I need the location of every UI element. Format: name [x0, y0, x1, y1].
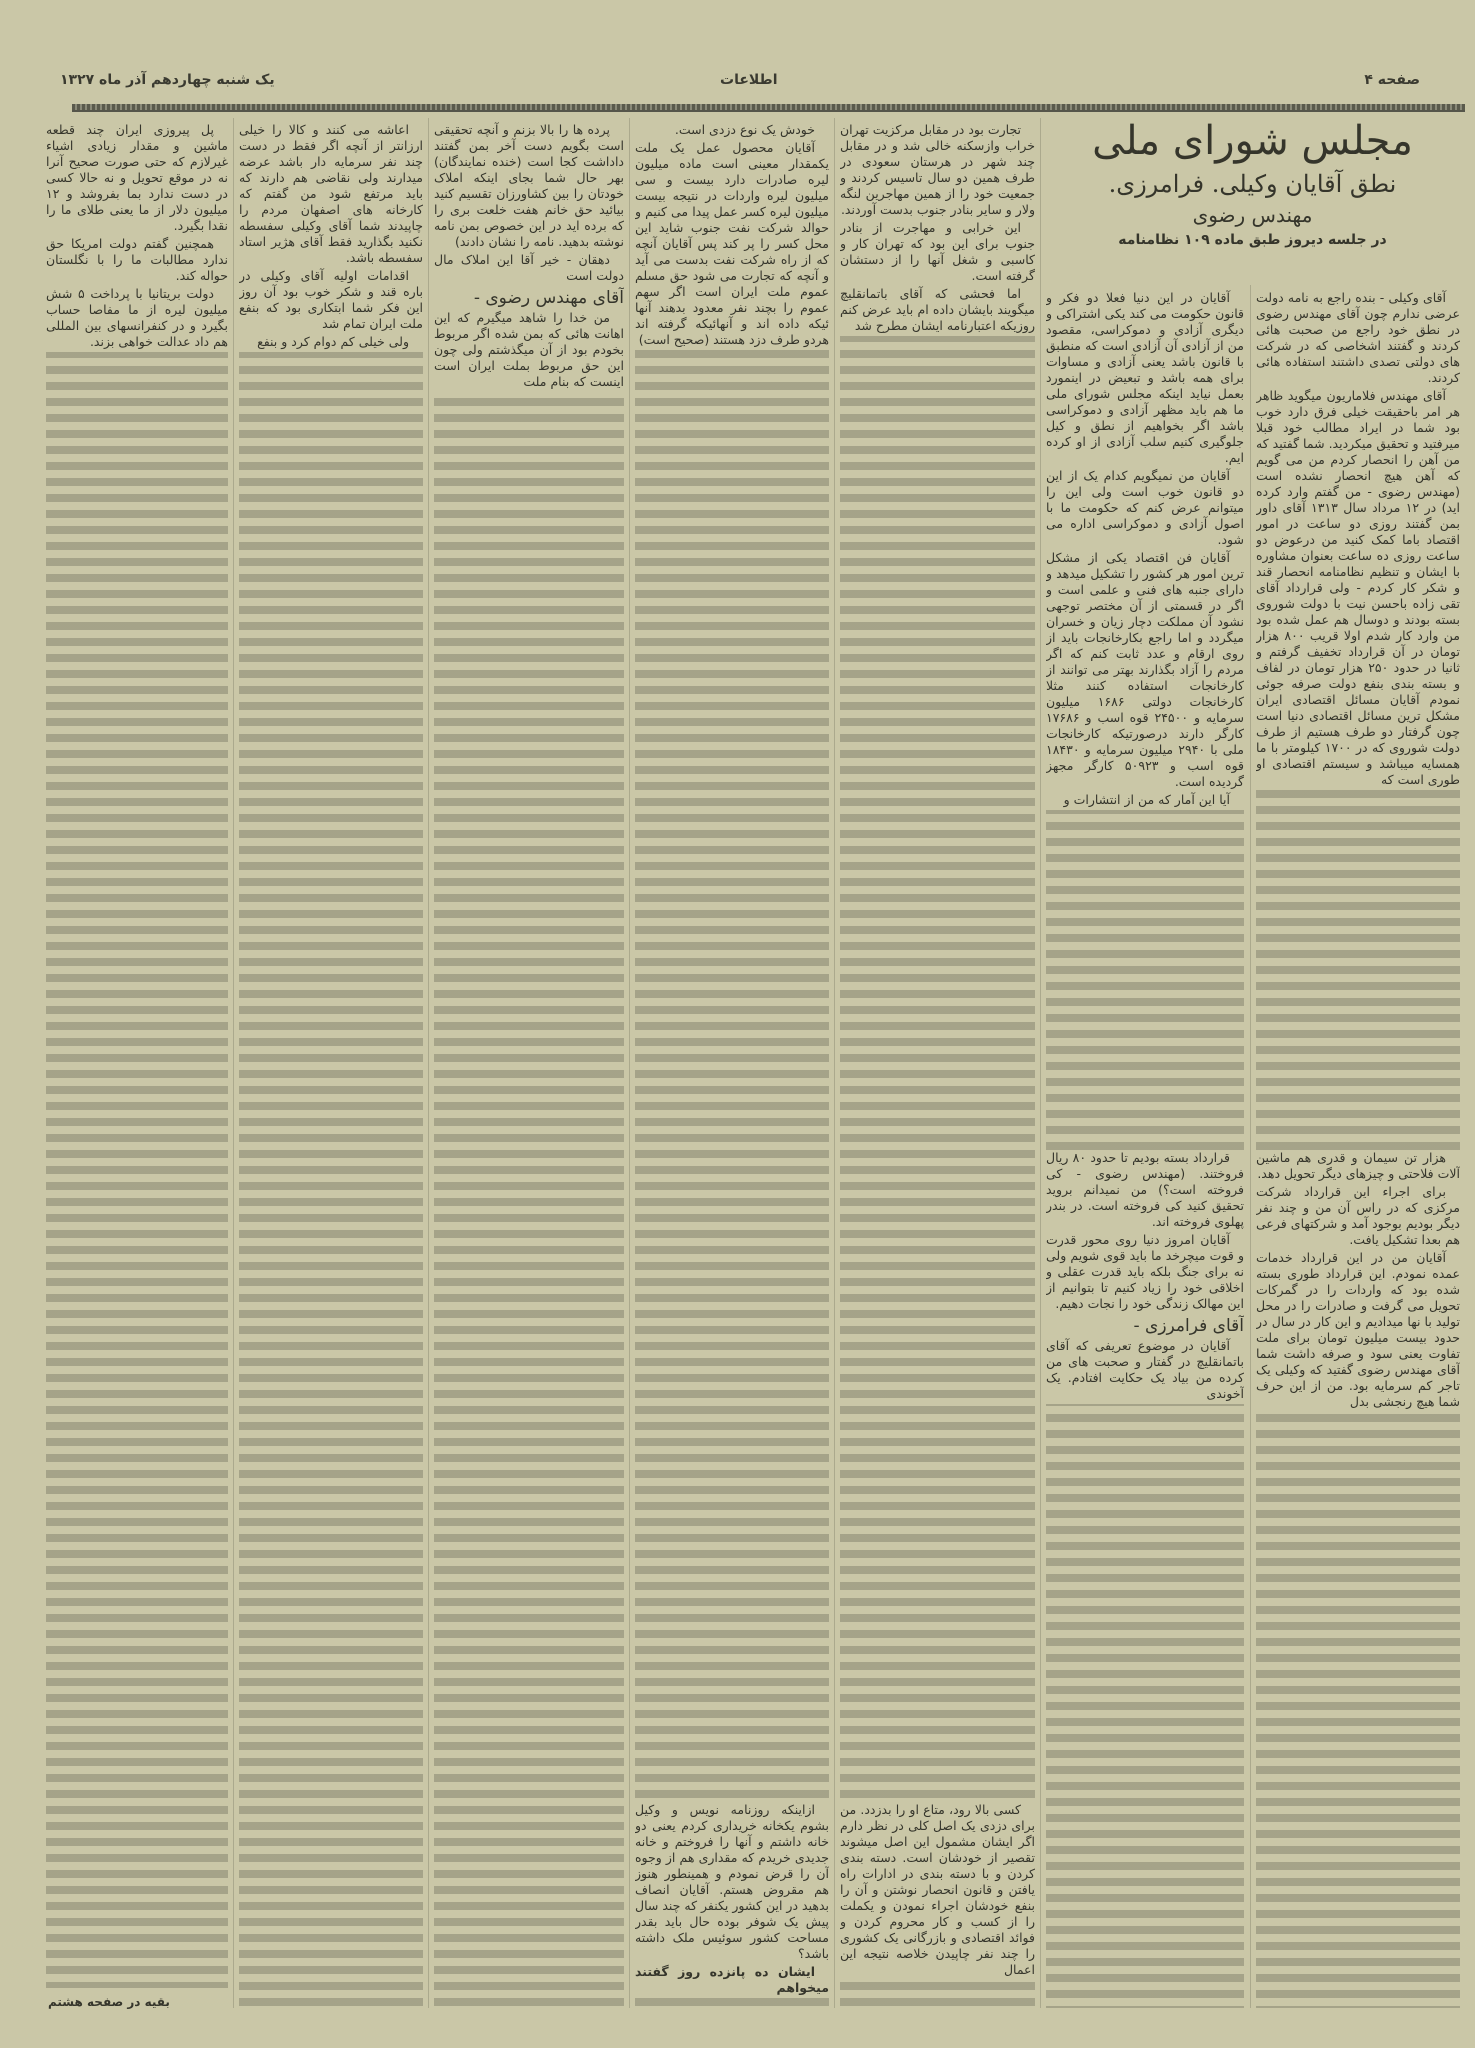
- column-text: [1256, 290, 1460, 790]
- paragraph: پرده ها را بالا بزنم و آنچه تحقیقی است بگویم دست آخر بمن گفتند داداشت کجا است (خنده نمایندگان) بهر حال شما بجای اینکه املاک خودتان را بین کشاورزان تقسیم کنید بیائید حق خانم هفت خلعت بری را که برده اید در این خصوص بمن نامه نوشته بدهید. نامه را نشان دادند): [434, 122, 624, 249]
- column-text: [840, 1802, 1035, 1980]
- header-rule: [72, 104, 1465, 112]
- page-number: صفحه ۴: [1364, 72, 1420, 88]
- article-column-3: [840, 122, 1035, 2008]
- headline-subtitle: در جلسه دیروز طبق ماده ۱۰۹ نظامنامه: [1118, 232, 1387, 248]
- column-text: [239, 122, 423, 352]
- column-divider: [233, 118, 234, 2008]
- paragraph: آقایان در موضوع تعریفی که آقای باتمانقلیچ در گفتار و صحبت های من کرده من بیاد یک حکایت افتادم. یک آخوندی: [1046, 1338, 1244, 1401]
- column-text: [1046, 1150, 1244, 1404]
- paragraph: من خدا را شاهد میگیرم که این اهانت هائی که بمن شده اگر مربوط بخودم بود از آن میگذشتم ولی چون این حق مربوط بملت ایران است اینست که بنام ملت: [434, 310, 624, 389]
- paragraph: این خرابی و مهاجرت از بنادر جنوب برای این بود که تهران کار و کاسبی و شغل آنها را از دستشان گرفته است.: [840, 220, 1035, 283]
- article-column-1: [1256, 290, 1460, 2008]
- article-column-7: [46, 122, 228, 1988]
- paragraph: آقایان فن اقتصاد یکی از مشکل ترین امور هر کشور را تشکیل میدهد و دارای جنبه های فنی و علمی است و اگر در قسمتی از آن مختصر توجهی نشود آن مملکت دچار زیان و خسران میگردد و اما راجع بکارخانجات باید از روی ارقام و عدد ثابت کنم که اگر مردم را آزاد بگذارند بهتر می توانند از کارخانجات استفاده کنند مثلا کارخانجات دولتی ۱۶۸۶ میلیون سرمایه و ۲۴۵۰۰ قوه اسب و ۱۷۶۸۶ کارگر دارند درصورتیکه کارخانجات ملی با ۲۹۴۰ میلیون سرمایه و ۱۸۴۳۰ قوه اسب و ۵۰۹۲۳ کارگر مجهز گردیده است.: [1046, 550, 1244, 789]
- column-text: [635, 122, 829, 350]
- paragraph: ولی خیلی کم دوام کرد و بنفع: [257, 334, 409, 349]
- paragraph: ایشان ده پانزده روز گفتند میخواهم: [635, 1964, 829, 1995]
- paragraph: اقدامات اولیه آقای وکیلی در باره قند و شکر خوب بود آن روز این فکر شما ابتکاری بود که بنفع ملت ایران تمام شد: [239, 268, 423, 331]
- paragraph: اعاشه می کنند و کالا را خیلی ارزانتر از آنچه اگر فقط در دست چند نفر سرمایه دار باشد عرضه میدارند ولی نقاضی هم دارند که باید مرتفع شود من گفتم که کارخانه های اصفهان مردم را چاپیدند شما آقای وکیلی سفسطه نکنید بگذارید فقط آقای هژیر استاد سفسطه باشد.: [239, 122, 423, 265]
- issue-date: یک شنبه چهاردهم آذر ماه ۱۳۲۷: [60, 72, 275, 88]
- article-column-2: [1046, 290, 1244, 2008]
- article-column-6: [239, 122, 423, 2008]
- paragraph: همچنین گفتم دولت امریکا حق ندارد مطالبات ما را با نگلستان حواله کند.: [46, 236, 228, 283]
- paragraph: آقایان امروز دنیا روی محور قدرت و قوت میچرخد ما باید قوی شویم ولی نه برای جنگ بلکه باید قدرت عقلی و اخلاقی خود را زیاد کنیم تا بتوانیم از این مهالک زندگی خود را نجات دهیم.: [1046, 1232, 1244, 1311]
- column-divider: [428, 118, 429, 2008]
- column-divider: [1040, 118, 1041, 2008]
- paragraph: آیا این آمار که من از انتشارات و: [1063, 792, 1230, 807]
- headline-title: مجلس شورای ملی: [1092, 118, 1413, 164]
- paragraph: ازاینکه روزنامه نویس و وکیل بشوم یکخانه خریداری کردم یعنی دو خانه داشتم و آنها را فروختم و خانه جدیدی خریدم که مقداری هم از وجوه آن را قرض نمودم و همینطور هنوز هم مقروض هستم. آقایان انصاف بدهید در این کشور یکنفر که چند سال پیش یک شوفر بوده حال باید بقدر مساحت کشور سوئیس ملک داشته باشد؟: [635, 1802, 829, 1961]
- continued-on-page-note: بقیه در صفحه هشتم: [48, 1995, 170, 2009]
- column-text: [1256, 1150, 1460, 1412]
- column-divider: [1250, 285, 1251, 2008]
- article-column-5: [434, 122, 624, 2008]
- paragraph: خودش یک نوع دزدی است.: [674, 122, 815, 137]
- column-divider: [629, 118, 630, 2008]
- paragraph: آقای مهندس فلاماریون میگوید ظاهر هر امر باحقیقت خیلی فرق دارد خوب بود شما در ایراد مطالب خود قبلا میرفتید و تحقیق میکردید. شما گفتید که من آهن را انحصار کردم من می گویم که آهن هیچ انحصار نشده است (مهندس رضوی - من گفتم وارد کرده اید) در ۱۲ مرداد سال ۱۳۱۳ آقای داور بمن گفتند روزی دو ساعت در امور اقتصاد باما کمک کنید من درعوض دو ساعت روزی ده ساعت بعنوان مشاوره با ایشان و تنظیم نظامنامه انحصار قند و شکر کار کردم - ولی قرارداد آقای تقی زاده باحسن نیت با دولت شوروی بسته بودند و دوسال هم عمل شده بود من وارد کار شدم اولا قریب ۸۰۰ هزار تومان در آن قرارداد تخفیف گرفتم و ثانیا در حدود ۲۵۰ هزار تومان در لفاف و بسته بندی بنفع دولت صرفه جوئی نمودم آقایان مسائل اقتصادی ایران مشکل ترین مسائل اقتصادی دنیا است چون گرفتار دو طرف هستیم از طرف دولت شوروی که در ۱۷۰۰ کیلومتر با ما همسایه میباشد و سیستم اقتصادی او طوری است که: [1256, 388, 1460, 787]
- paragraph: اما فحشی که آقای باتمانقلیچ میگویند بایشان داده ام باید عرض کنم روزیکه اعتبارنامه ایشان مطرح شد: [840, 286, 1035, 333]
- paragraph: آقایان من نمیگویم کدام یک از این دو قانون خوب است ولی این را میتوانم عرض کنم که حکومت ما با اصول آزادی و دموکراسی اداره می شود.: [1046, 468, 1244, 547]
- paragraph: هزار تن سیمان و قدری هم ماشین آلات فلاحتی و چیزهای دیگر تحویل دهد.: [1256, 1150, 1460, 1181]
- paragraph: آقایان من در این قرارداد خدمات عمده نمودم. این قرارداد طوری بسته شده بود که واردات را در گمرکات تحویل می گرفت و صادرات را در محل تولید با نها میدادیم و این کار در سال در حدود بیست میلیون تومان برای ملت تفاوت یعنی سود و صرفه داشت شما آقای مهندس رضوی گفتید که وکیلی یک تاجر کم سرمایه بود. من از این حرف شما هیچ رنجشی بدل: [1256, 1250, 1460, 1409]
- column-text: [840, 122, 1035, 336]
- paragraph: کسی بالا رود، متاع او را بدزدد. من برای دزدی یک اصل کلی در نظر دارم اگر ایشان مشمول این اصل میشوند تقصیر از خودشان است. دسته بندی کردن و با دسته بندی در ادارات راه یافتن و قانون انحصار نوشتن و آن را بنفع خودشان اجراء نمودن و یکملت را از کسب و کار محروم کردن و فوائد اقتصادی و بازرگانی یک کشوری را چند نفر چاپیدن خلاصه نتیجه این اعمال: [840, 1802, 1035, 1977]
- headline-speakers: نطق آقایان وکیلی. فرامرزی.: [1108, 170, 1397, 198]
- column-text: [434, 122, 624, 392]
- column-divider: [834, 118, 835, 2008]
- headline-speakers-2: مهندس رضوی: [1192, 203, 1313, 227]
- paragraph: دهقان - خیر آقا این املاک مال دولت است: [434, 252, 624, 283]
- article-column-4: [635, 122, 829, 2008]
- paragraph: آقایان محصول عمل یک ملت یکمقدار معینی است ماده میلیون لیره صادرات دارد بیست و سی میلیون لیره واردات در نتیجه بیست میلیون لیره کسر عمل پیدا می کنیم و حوالد شرکت نفت جنوب شاید این محل کسر را پر کند پس آقایان آنچه که از راه شرکت نفت بدست می آید و آنچه که تجارت می شود حق مسلم عموم ملت ایران است اگر سهم عموم را بچند نفر معدود بدهند آنها ئیکه داده اند و آنهائیکه گرفته اند هردو طرف دزد هستند (صحیح است): [635, 140, 829, 347]
- column-text: [1046, 290, 1244, 810]
- paragraph: قرارداد بسته بودیم تا حدود ۸۰ ریال فروختند. (مهندس رضوی - کی فروخته است؟) من نمیدانم بروید تحقیق کنید کی فروخته است. در بندر پهلوی فروخته اند.: [1046, 1150, 1244, 1229]
- column-text: [46, 122, 228, 352]
- paragraph: دولت بریتانیا با پرداخت ۵ شش میلیون لیره از ما مفاصا حساب بگیرد و در کنفرانسهای بین المللی هم داد عدالت خواهی بزند.: [46, 286, 228, 349]
- speaker-heading: آقای فرامرزی -: [1133, 1316, 1244, 1336]
- paragraph: آقای وکیلی - بنده راجع به نامه دولت عرضی ندارم چون آقای مهندس رضوی در نطق خود راجع من صحبت هائی کردند و گفتند اشخاصی که در شرکت های دولتی تصدی داشتند استفاده هائی کردند.: [1256, 290, 1460, 385]
- paragraph: آقایان در این دنیا فعلا دو فکر و قانون حکومت می کند یکی اشتراکی و دیگری آزادی و دموکراسی، مقصود من از آزادی آن آزادی است که منطبق با قانون باشد یعنی آزادی و مساوات برای همه باشد و تبعیض در اینمورد بعمل نیاید اینکه مجلس شورای ملی ما هم باید مظهر آزادی و دموکراسی باشد اگر بخواهیم از نطق و کیل جلوگیری کنیم سلب آزادی از او کرده ایم.: [1046, 290, 1244, 465]
- paragraph: تجارت بود در مقابل مرکزیت تهران خراب وازسکنه خالی شد و در مقابل چند شهر در هرستان سعودی در طرف همین دو سال تاسیس کردند و جمعیت خود را از همین مهاجرین لنگه ولار و سایر بنادر جنوب بدست آوردند.: [840, 122, 1035, 217]
- paragraph: برای اجراء این قرارداد شرکت مرکزی که در راس آن من و چند نفر دیگر بودیم بوجود آمد و شرکتهای فرعی هم بعدا تشکیل یافت.: [1256, 1184, 1460, 1247]
- speaker-heading: آقای مهندس رضوی -: [473, 288, 624, 308]
- paragraph: پل پیروزی ایران چند قطعه ماشین و مقدار زیادی اشیاء غیرلازم که حتی صورت صحیح آنرا نه در موقع تحویل و نه حالا کسی در دست ندارد بما بفروشد و ۱۲ میلیون دلار از ما یعنی طلای ما را نقدا بگیرد.: [46, 122, 228, 233]
- article-headline: [1045, 115, 1460, 251]
- newspaper-name: اطلاعات: [720, 72, 778, 88]
- column-text: [635, 1802, 829, 1998]
